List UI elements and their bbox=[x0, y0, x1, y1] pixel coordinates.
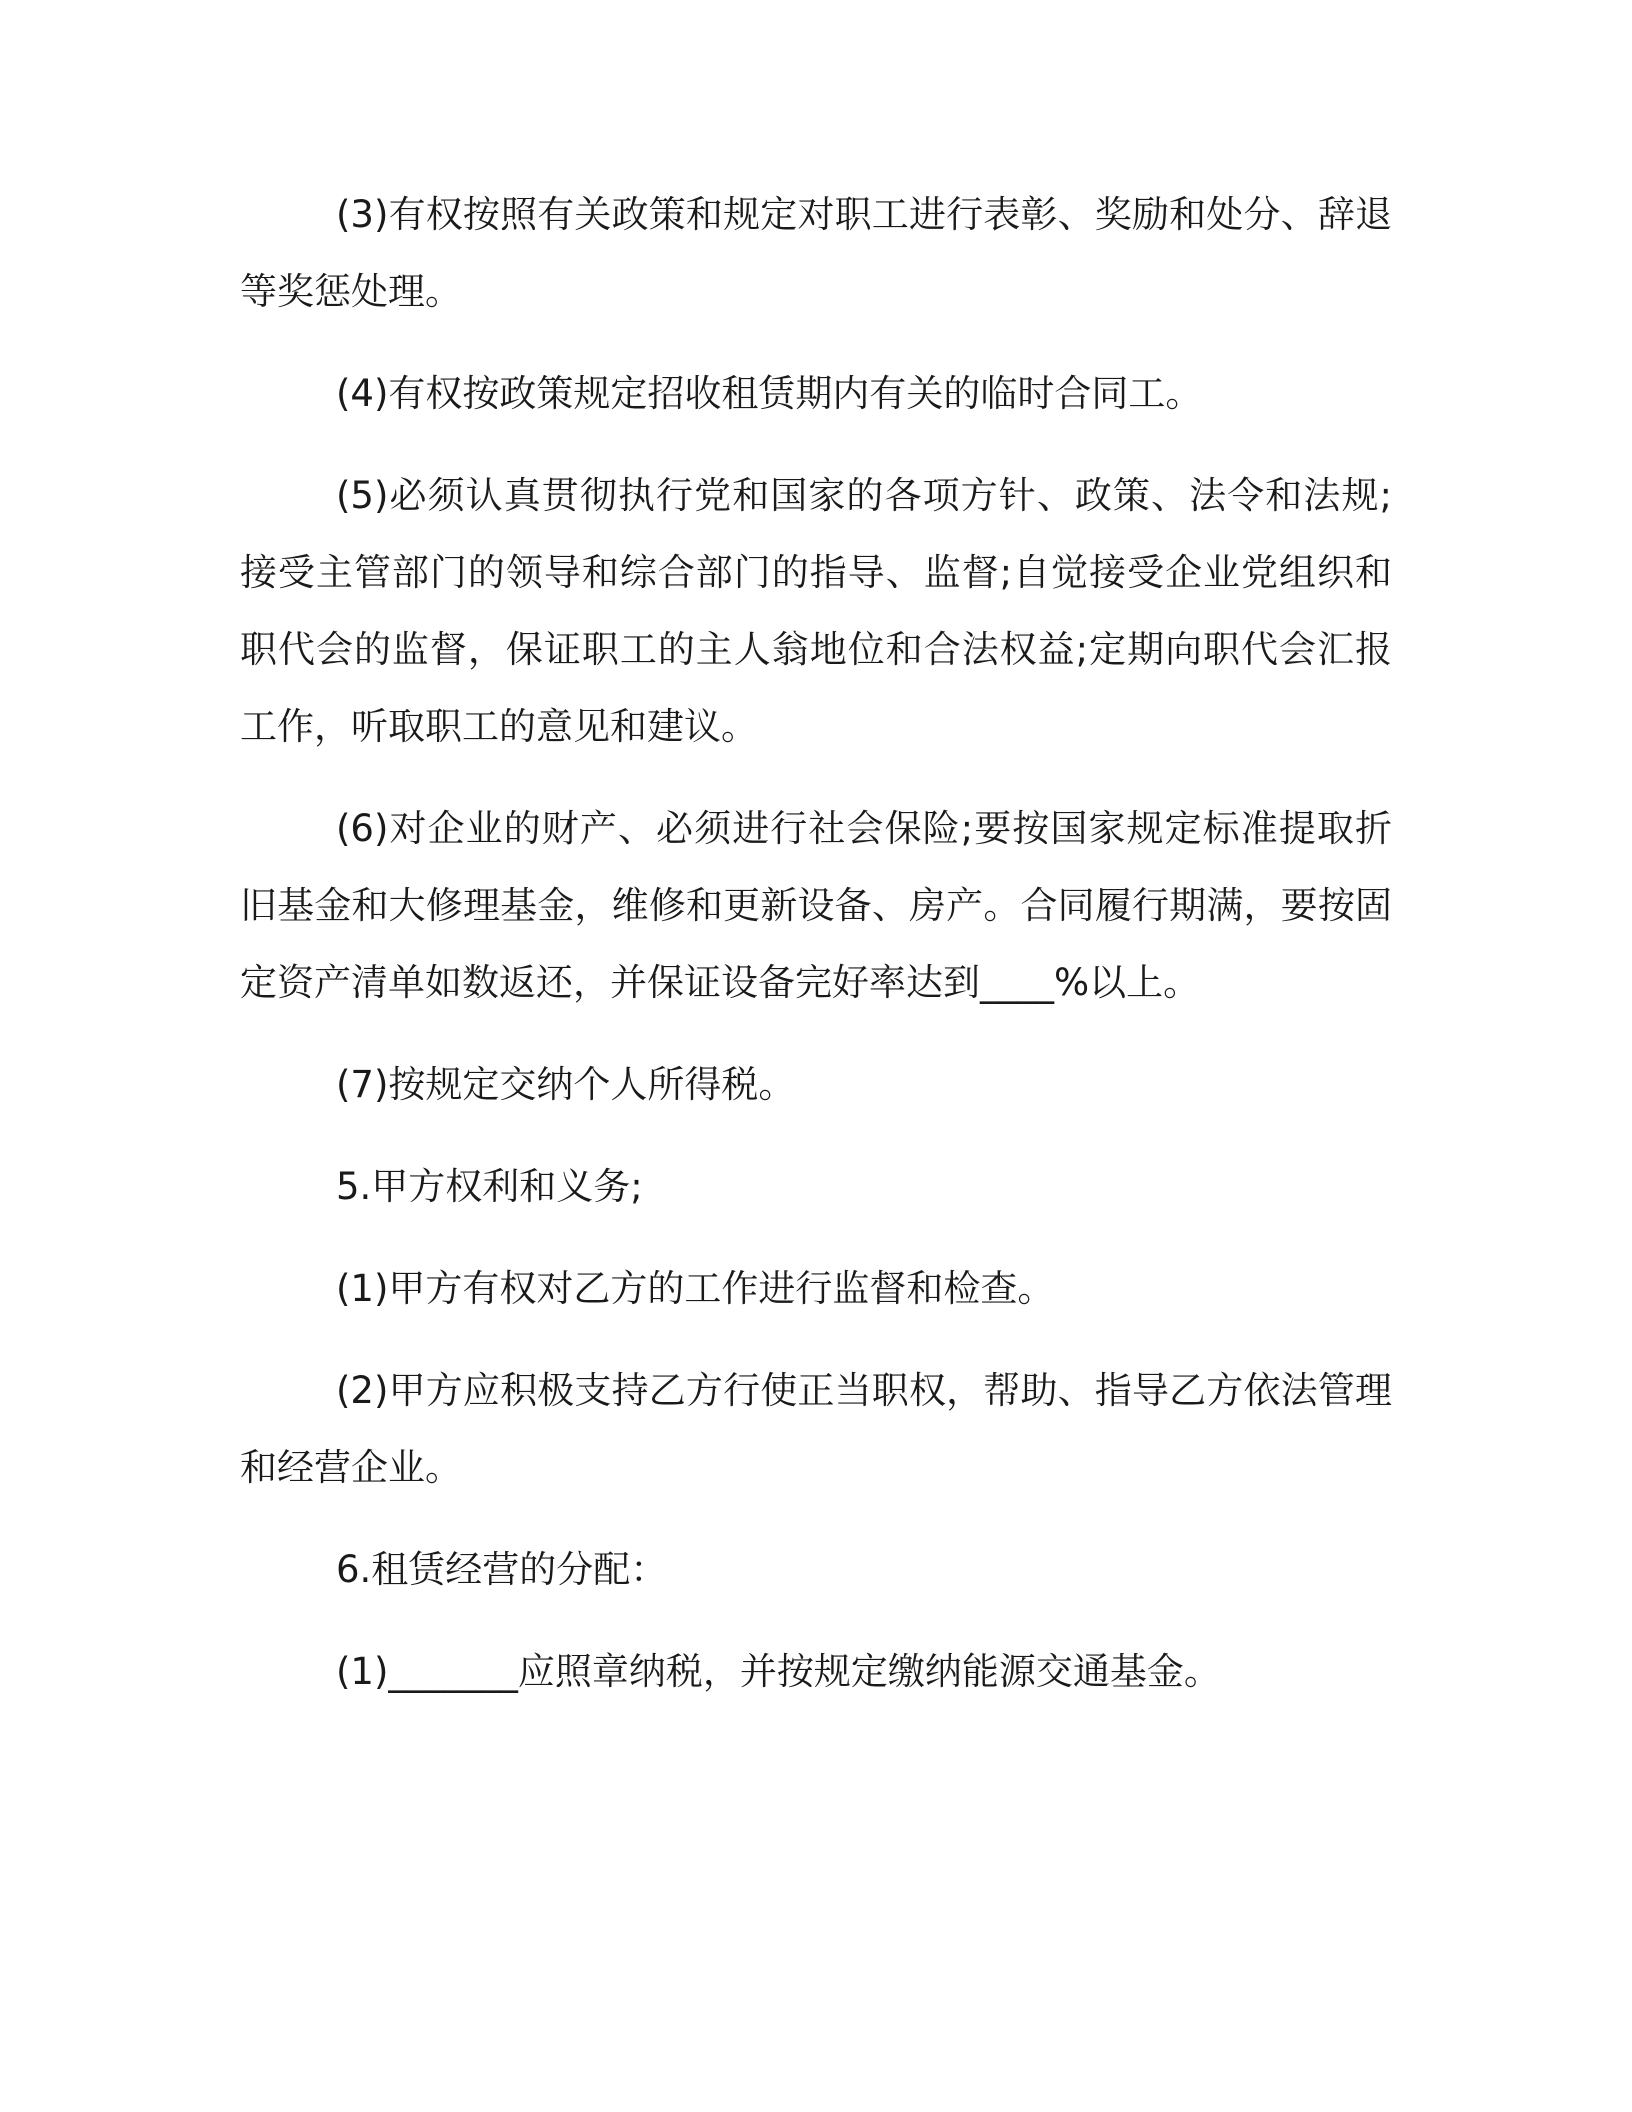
section-6-heading: 6.租赁经营的分配： bbox=[336, 1548, 668, 1591]
paragraph-3-reward-discipline: (3)有权按照有关政策和规定对职工进行表彰、奖励和处分、辞退等奖惩处理。 bbox=[240, 193, 1392, 313]
section-5-heading: 5.甲方权利和义务; bbox=[336, 1165, 643, 1208]
section-6-item-1: (1)_______应照章纳税，并按规定缴纳能源交通基金。 bbox=[336, 1650, 1221, 1693]
document-body bbox=[240, 176, 1392, 1710]
section-5-item-2: (2)甲方应积极支持乙方行使正当职权，帮助、指导乙方依法管理和经营企业。 bbox=[240, 1369, 1392, 1489]
section-5-item-1: (1)甲方有权对乙方的工作进行监督和检查。 bbox=[336, 1267, 1055, 1310]
paragraph-6-property-insurance: (6)对企业的财产、必须进行社会保险;要按国家规定标准提取折旧基金和大修理基金，维修和更新设备、房产。合同履行期满，要按固定资产清单如数返还，并保证设备完好率达到____%以上。 bbox=[240, 807, 1392, 1004]
paragraph-4-temporary-workers: (4)有权按政策规定招收租赁期内有关的临时合同工。 bbox=[336, 372, 1203, 415]
paragraph-7-income-tax: (7)按规定交纳个人所得税。 bbox=[336, 1063, 796, 1106]
paragraph-5-policy-compliance: (5)必须认真贯彻执行党和国家的各项方针、政策、法令和法规;接受主管部门的领导和综合部门的指导、监督;自觉接受企业党组织和职代会的监督，保证职工的主人翁地位和合法权益;定期向职代会汇报工作，听取职工的意见和建议。 bbox=[240, 474, 1392, 748]
